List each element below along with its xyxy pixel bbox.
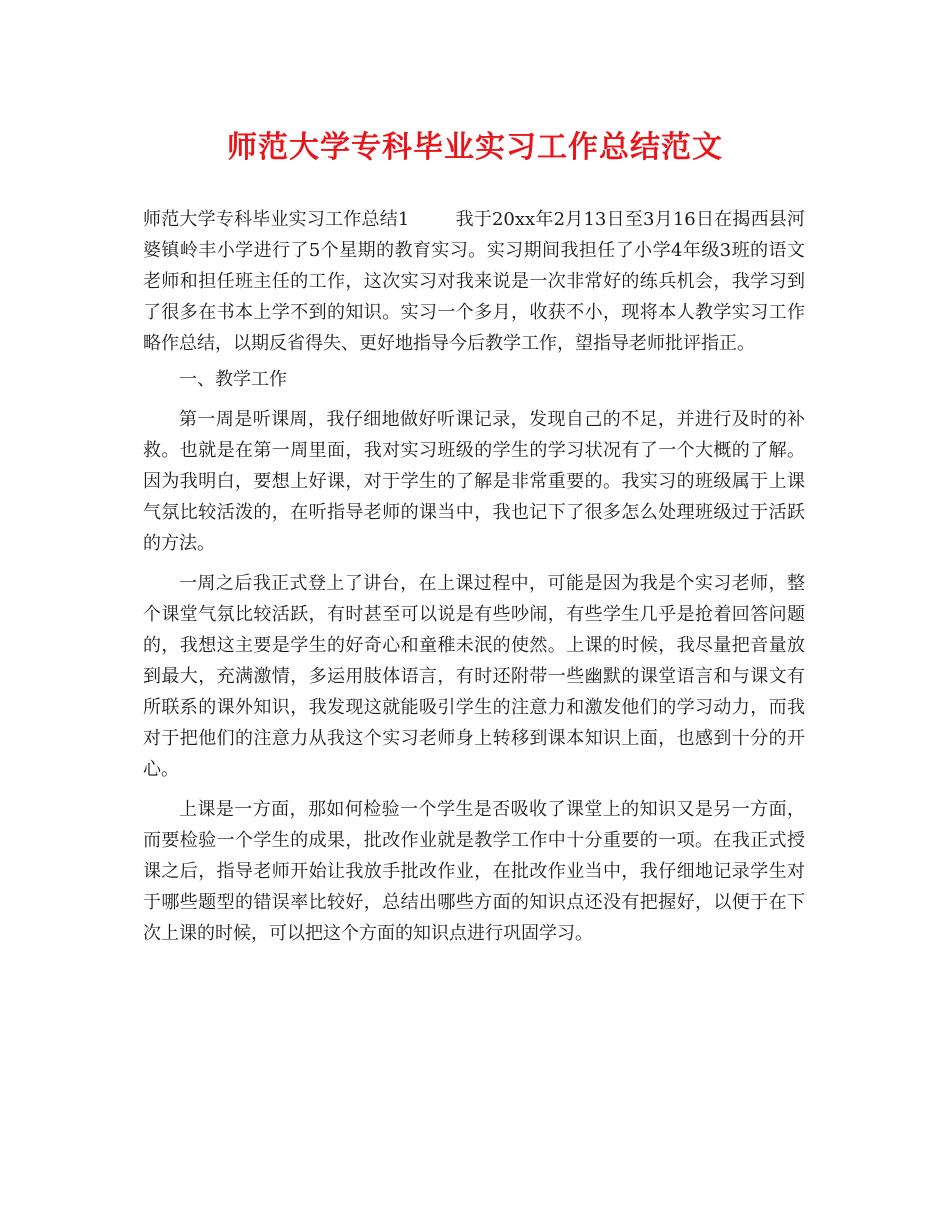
document-body bbox=[143, 204, 805, 958]
body-paragraph-3: 上课是一方面，那如何检验一个学生是否吸收了课堂上的知识又是另一方面，而要检验一个学生的成果，批改作业就是教学工作中十分重要的一项。在我正式授课之后，指导老师开始让我放手批改作业，在批改作业当中，我仔细地记录学生对于哪些题型的错误率比较好，总结出哪些方面的知识点还没有把握好，以便于在下次上课的时候，可以把这个方面的知识点进行巩固学习。 bbox=[143, 799, 805, 944]
intro-body: 我于20xx年2月13日至3月16日在揭西县河婆镇岭丰小学进行了5个星期的教育实习。实习期间我担任了小学4年级3班的语文老师和担任班主任的工作，这次实习对我来说是一次非常好的练兵机会，我学习到了很多在书本上学不到的知识。实习一个多月，收获不小，现将本人教学实习工作略作总结，以期反省得失、更好地指导今后教学工作，望指导老师批评指正。 bbox=[143, 209, 806, 354]
intro-lead: 师范大学专科毕业实习工作总结1 bbox=[143, 209, 410, 230]
body-paragraph-1: 第一周是听课周，我仔细地做好听课记录，发现自己的不足，并进行及时的补救。也就是在第一周里面，我对实习班级的学生的学习状况有了一个大概的了解。因为我明白，要想上好课，对于学生的了解是非常重要的。我实习的班级属于上课气氛比较活泼的，在听指导老师的课当中，我也记下了很多怎么处理班级过于活跃的方法。 bbox=[143, 409, 805, 554]
section-heading: 一、教学工作 bbox=[179, 369, 287, 390]
intro-paragraph bbox=[143, 204, 805, 359]
document-title: 师范大学专科毕业实习工作总结范文 bbox=[227, 130, 723, 165]
body-paragraph-2: 一周之后我正式登上了讲台，在上课过程中，可能是因为我是个实习老师，整个课堂气氛比较活跃，有时甚至可以说是有些吵闹，有些学生几乎是抢着回答问题的，我想这主要是学生的好奇心和童稚未泯的使然。上课的时候，我尽量把音量放到最大，充满激情，多运用肢体语言，有时还附带一些幽默的课堂语言和与课文有所联系的课外知识，我发现这就能吸引学生的注意力和激发他们的学习动力，而我对于把他们的注意力从我这个实习老师身上转移到课本知识上面，也感到十分的开心。 bbox=[143, 573, 805, 780]
